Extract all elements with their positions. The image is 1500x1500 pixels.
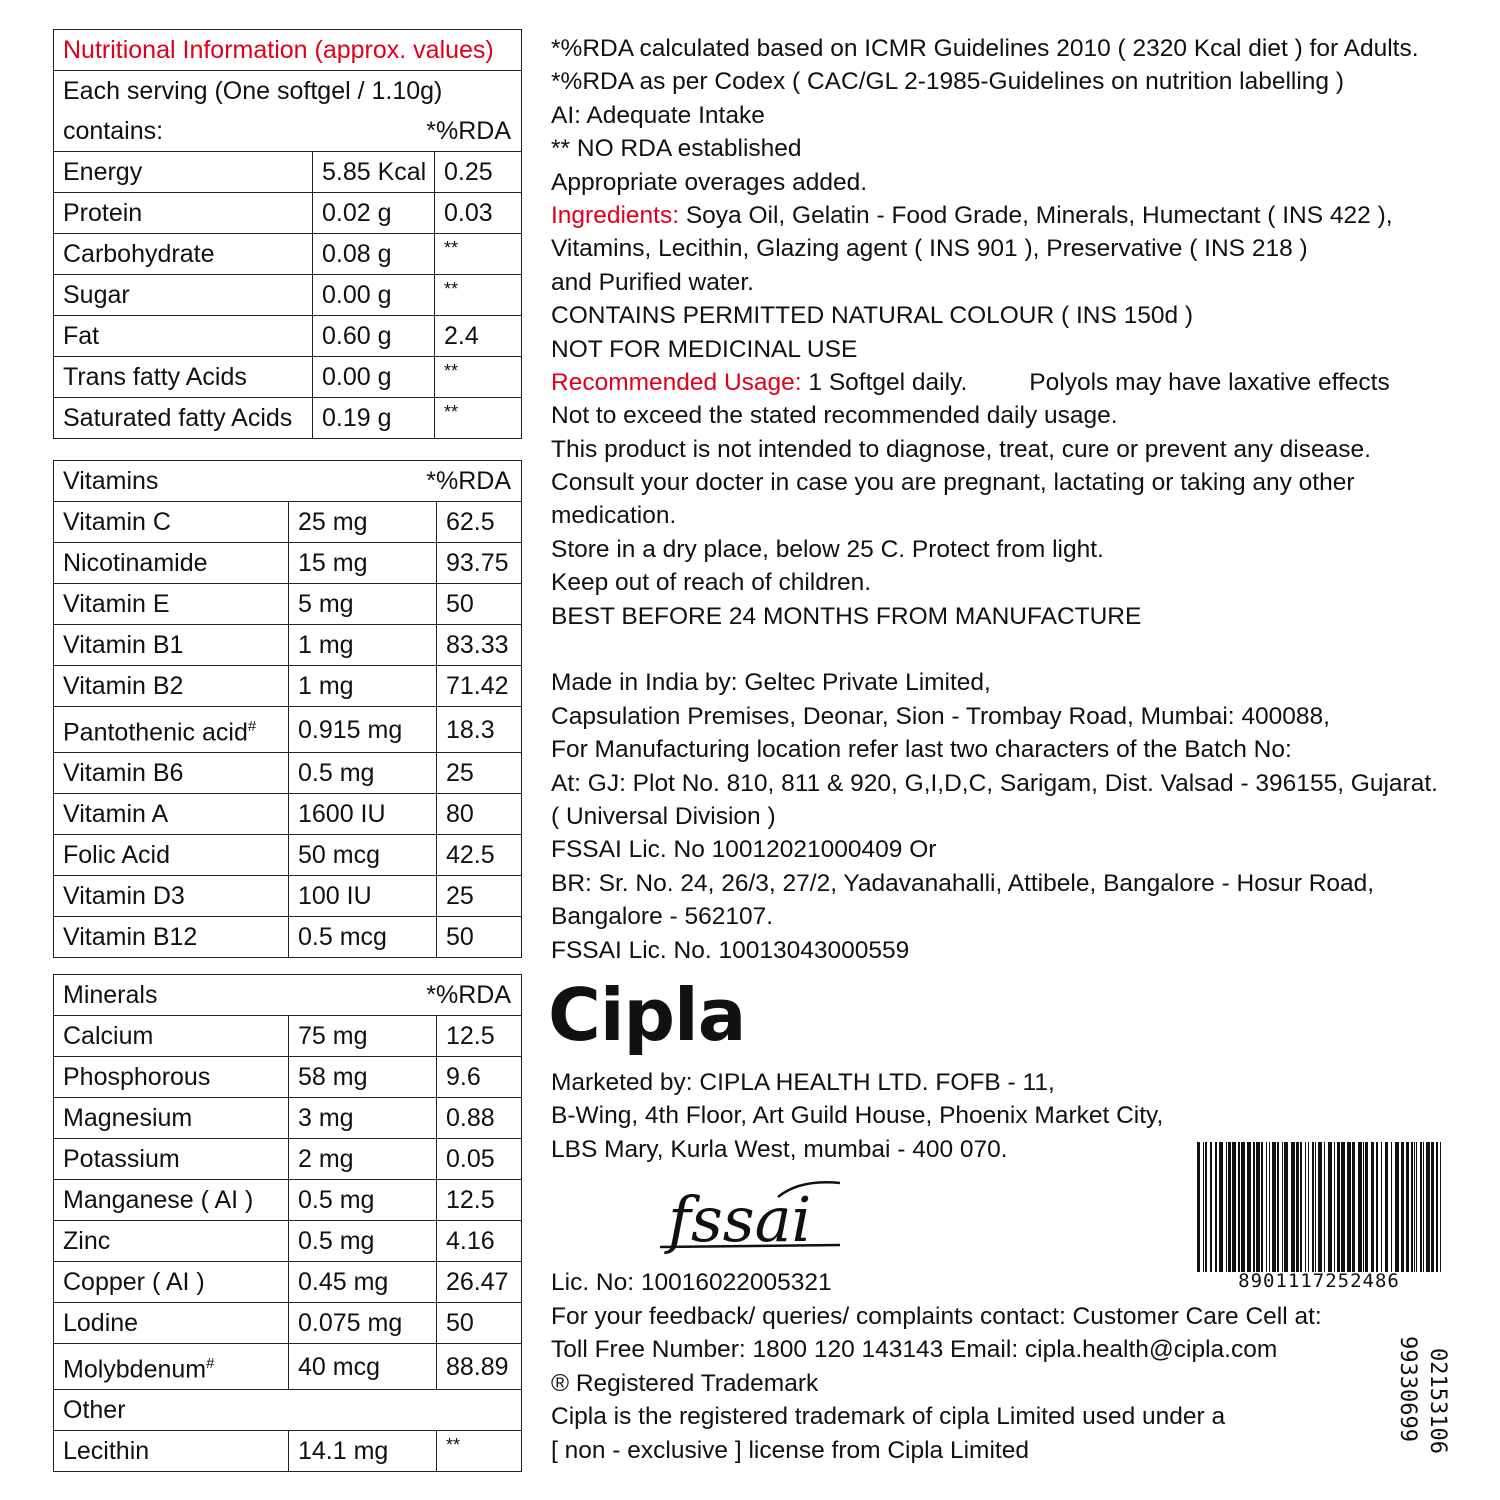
- barcode-bar: [1315, 1142, 1316, 1272]
- barcode-bar: [1312, 1142, 1314, 1272]
- nutrient-rda: 12.5: [437, 1016, 522, 1057]
- info-line: Consult your docter in case you are pregnant, lactating or taking any other: [551, 469, 1355, 497]
- table-row: [54, 917, 522, 958]
- nutrient-rda: 12.5: [437, 1180, 522, 1221]
- table-row: [54, 1303, 522, 1344]
- table-row: [54, 316, 522, 357]
- info-panel: [551, 32, 1481, 967]
- nutrient-amount: 0.08 g: [313, 234, 435, 275]
- manufacturer-line: For Manufacturing location refer last two characters of the Batch No:: [551, 736, 1292, 764]
- nutrient-name: Vitamin B12: [54, 917, 289, 958]
- manufacturer-line: FSSAI Lic. No 10012021000409 Or: [551, 836, 937, 864]
- barcode-bar: [1436, 1142, 1438, 1272]
- nutrient-name: Vitamin C: [54, 502, 289, 543]
- barcode-bar: [1363, 1142, 1364, 1272]
- table-row: [54, 1139, 522, 1180]
- nutrient-rda: 4.16: [437, 1221, 522, 1262]
- usage-label: Recommended Usage:: [551, 368, 802, 396]
- barcode-bar: [1401, 1142, 1404, 1272]
- barcode-bar: [1215, 1142, 1217, 1272]
- nutrient-rda: **: [435, 234, 522, 275]
- contact-block: [551, 1300, 1322, 1467]
- table-row: [54, 876, 522, 917]
- barcode-bar: [1205, 1142, 1207, 1272]
- barcode-bar: [1266, 1142, 1267, 1272]
- nutrient-name: Zinc: [54, 1221, 289, 1262]
- nutrient-rda: 50: [437, 1303, 522, 1344]
- manufacturer-line: BR: Sr. No. 24, 26/3, 27/2, Yadavanahalli, Attibele, Bangalore - Hosur Road,: [551, 869, 1375, 897]
- nutrient-amount: 3 mg: [289, 1098, 437, 1139]
- barcode-bar: [1381, 1142, 1382, 1272]
- table-row: [54, 707, 522, 753]
- table-row: [54, 584, 522, 625]
- nutrient-amount: 0.5 mg: [289, 753, 437, 794]
- barcode: [1195, 1142, 1443, 1272]
- nutrient-amount: 0.00 g: [313, 357, 435, 398]
- barcode-bar: [1291, 1142, 1295, 1272]
- nutrient-name: Sugar: [54, 275, 313, 316]
- barcode-bar: [1420, 1142, 1422, 1272]
- barcode-bar: [1352, 1142, 1355, 1272]
- nutrient-amount: 2 mg: [289, 1139, 437, 1180]
- minerals-header: [54, 975, 522, 1016]
- table-row: [54, 1016, 522, 1057]
- barcode-bar: [1371, 1142, 1374, 1272]
- barcode-bar: [1440, 1142, 1441, 1272]
- barcode-bar: [1365, 1142, 1368, 1272]
- nutrient-amount: 5.85 Kcal: [313, 152, 435, 193]
- barcode-bar: [1426, 1142, 1430, 1272]
- contact-line: For your feedback/ queries/ complaints contact: Customer Care Cell at:: [551, 1303, 1322, 1330]
- nutrient-name: Vitamin B2: [54, 666, 289, 707]
- barcode-bar: [1272, 1142, 1276, 1272]
- barcode-bar: [1261, 1142, 1263, 1272]
- nutrient-rda: 62.5: [437, 502, 522, 543]
- nutrient-rda: 93.75: [437, 543, 522, 584]
- nutrient-name: Saturated fatty Acids: [54, 398, 313, 439]
- rda-header: *%RDA: [426, 981, 512, 1009]
- nutrient-name: Trans fatty Acids: [54, 357, 313, 398]
- contact-line: [ non - exclusive ] license from Cipla Limited: [551, 1436, 1029, 1464]
- nutrient-amount: 0.5 mg: [289, 1221, 437, 1262]
- vertical-code-2: 02153106: [1425, 1348, 1450, 1454]
- table-row: [54, 835, 522, 876]
- nutrient-name: Fat: [54, 316, 313, 357]
- nutrient-name: Vitamin E: [54, 584, 289, 625]
- barcode-bar: [1253, 1142, 1255, 1272]
- usage-line: [551, 366, 1481, 399]
- nutrient-name: Copper ( AI ): [54, 1262, 289, 1303]
- info-line: BEST BEFORE 24 MONTHS FROM MANUFACTURE: [551, 602, 1142, 630]
- nutrient-amount: 0.45 mg: [289, 1262, 437, 1303]
- nutrient-name: Folic Acid: [54, 835, 289, 876]
- barcode-bar: [1305, 1142, 1306, 1272]
- minerals-title: Minerals: [63, 981, 158, 1009]
- table-row: [54, 1262, 522, 1303]
- vitamins-table: [53, 460, 522, 958]
- barcode-bar: [1284, 1142, 1288, 1272]
- nutrient-rda: **: [435, 398, 522, 439]
- other-label: Other: [54, 1390, 522, 1431]
- contact-line: Toll Free Number: 1800 120 143143 Email: cipla.health@cipla.com: [551, 1336, 1278, 1364]
- table-row: [54, 666, 522, 707]
- vitamins-header: [54, 461, 522, 502]
- barcode-bar: [1347, 1142, 1351, 1272]
- nutrient-amount: 1 mg: [289, 625, 437, 666]
- info-line: Appropriate overages added.: [551, 168, 867, 196]
- nutrient-amount: 15 mg: [289, 543, 437, 584]
- info-line: This product is not intended to diagnose, treat, cure or prevent any disease.: [551, 435, 1371, 463]
- nutrient-rda: 0.88: [437, 1098, 522, 1139]
- barcode-bar: [1431, 1142, 1434, 1272]
- nutrient-name: Carbohydrate: [54, 234, 313, 275]
- nutrient-amount: 40 mcg: [289, 1344, 437, 1390]
- info-line: and Purified water.: [551, 268, 754, 296]
- manufacturer-line: At: GJ: Plot No. 810, 811 & 920, G,I,D,C, Sarigam, Dist. Valsad - 396155, Gujarat.: [551, 769, 1438, 797]
- barcode-bar: [1414, 1142, 1415, 1272]
- info-line: medication.: [551, 502, 677, 530]
- nutrient-rda: 18.3: [437, 707, 522, 753]
- nutrient-amount: 0.915 mg: [289, 707, 437, 753]
- nutrient-rda: **: [437, 1431, 522, 1472]
- table-row: [54, 1344, 522, 1390]
- barcode-bar: [1210, 1142, 1212, 1272]
- nutrient-rda: 83.33: [437, 625, 522, 666]
- barcode-bar: [1391, 1142, 1392, 1272]
- barcode-bar: [1318, 1142, 1322, 1272]
- marketed-line: LBS Mary, Kurla West, mumbai - 400 070.: [551, 1135, 1008, 1163]
- nutrient-amount: 14.1 mg: [289, 1431, 437, 1472]
- barcode-bar: [1226, 1142, 1227, 1272]
- license-line: Lic. No: 10016022005321: [551, 1269, 832, 1296]
- barcode-bar: [1219, 1142, 1223, 1272]
- nutrient-amount: 0.5 mcg: [289, 917, 437, 958]
- barcode-bar: [1232, 1142, 1236, 1272]
- nutrient-amount: 25 mg: [289, 502, 437, 543]
- nutrient-name: Vitamin D3: [54, 876, 289, 917]
- nutrient-name: Phosphorous: [54, 1057, 289, 1098]
- table-row: [54, 543, 522, 584]
- barcode-bar: [1308, 1142, 1309, 1272]
- nutrient-rda: **: [435, 275, 522, 316]
- rda-header: *%RDA: [426, 467, 512, 495]
- contact-line: ® Registered Trademark: [551, 1369, 819, 1397]
- barcode-bar: [1411, 1142, 1413, 1272]
- nutrient-amount: 1 mg: [289, 666, 437, 707]
- info-line: AI: Adequate Intake: [551, 101, 765, 129]
- nutrient-name: Molybdenum#: [54, 1344, 289, 1390]
- barcode-bar: [1238, 1142, 1240, 1272]
- serving-size: Each serving (One softgel / 1.10g): [54, 71, 522, 112]
- barcode-bar: [1341, 1142, 1345, 1272]
- nutrient-rda: 80: [437, 794, 522, 835]
- barcode-bar: [1328, 1142, 1332, 1272]
- table-row: [54, 152, 522, 193]
- barcode-bar: [1197, 1142, 1200, 1272]
- table-row: [54, 502, 522, 543]
- table-row: [54, 625, 522, 666]
- minerals-table: [53, 974, 522, 1472]
- rda-header: *%RDA: [426, 117, 512, 145]
- barcode-bar: [1228, 1142, 1231, 1272]
- nutrient-rda: 88.89: [437, 1344, 522, 1390]
- ingredients-text: Soya Oil, Gelatin - Food Grade, Minerals, Humectant ( INS 422 ),: [679, 201, 1393, 229]
- barcode-bar: [1358, 1142, 1362, 1272]
- info-line: Keep out of reach of children.: [551, 569, 872, 597]
- nutrient-amount: 1600 IU: [289, 794, 437, 835]
- barcode-bar: [1406, 1142, 1409, 1272]
- nutrient-name: Protein: [54, 193, 313, 234]
- barcode-bar: [1334, 1142, 1335, 1272]
- barcode-bar: [1423, 1142, 1424, 1272]
- nutrient-amount: 0.60 g: [313, 316, 435, 357]
- nutrient-amount: 50 mcg: [289, 835, 437, 876]
- nutrient-name: Potassium: [54, 1139, 289, 1180]
- nutrient-amount: 0.02 g: [313, 193, 435, 234]
- manufacturer-line: Capsulation Premises, Deonar, Sion - Trombay Road, Mumbai: 400088,: [551, 702, 1330, 730]
- marketed-line: Marketed by: CIPLA HEALTH LTD. FOFB - 11,: [551, 1069, 1055, 1096]
- info-line: CONTAINS PERMITTED NATURAL COLOUR ( INS 150d ): [551, 302, 1194, 330]
- barcode-bar: [1416, 1142, 1417, 1272]
- info-line: Vitamins, Lecithin, Glazing agent ( INS 901 ), Preservative ( INS 218 ): [551, 235, 1308, 263]
- table-row: [54, 1390, 522, 1431]
- table-row: [54, 1180, 522, 1221]
- nutrient-amount: 0.075 mg: [289, 1303, 437, 1344]
- nutrient-name: Calcium: [54, 1016, 289, 1057]
- table-row: [54, 1431, 522, 1472]
- vertical-code-1: 99330699: [1395, 1336, 1420, 1442]
- barcode-bar: [1241, 1142, 1245, 1272]
- nutrient-rda: 9.6: [437, 1057, 522, 1098]
- ingredients-label: Ingredients:: [551, 201, 680, 229]
- nutrient-name: Lecithin: [54, 1431, 289, 1472]
- nutrient-name: Vitamin B6: [54, 753, 289, 794]
- barcode-bar: [1376, 1142, 1378, 1272]
- table-row: [54, 357, 522, 398]
- table-row: [54, 794, 522, 835]
- nutrient-rda: 25: [437, 753, 522, 794]
- info-line: Not to exceed the stated recommended daily usage.: [551, 402, 1118, 430]
- fssai-logo: [650, 1175, 850, 1260]
- nutrient-rda: 42.5: [437, 835, 522, 876]
- barcode-bar: [1247, 1142, 1251, 1272]
- nutrient-name: Magnesium: [54, 1098, 289, 1139]
- barcode-bar: [1300, 1142, 1302, 1272]
- nutrient-amount: 0.19 g: [313, 398, 435, 439]
- table-row: [54, 234, 522, 275]
- nutrient-amount: 100 IU: [289, 876, 437, 917]
- cipla-logo: Cipla: [548, 973, 746, 1057]
- manufacturer-line: Bangalore - 562107.: [551, 903, 774, 931]
- nutrient-amount: 5 mg: [289, 584, 437, 625]
- nutrient-amount: 0.5 mg: [289, 1180, 437, 1221]
- info-line: *%RDA calculated based on ICMR Guidelines 2010 ( 2320 Kcal diet ) for Adults.: [551, 35, 1419, 62]
- nutrient-rda: 25: [437, 876, 522, 917]
- nutrition-table: [53, 29, 522, 439]
- nutrient-name: Pantothenic acid#: [54, 707, 289, 753]
- contact-line: Cipla is the registered trademark of cipla Limited used under a: [551, 1403, 1226, 1431]
- table-row: [54, 1057, 522, 1098]
- barcode-bar: [1296, 1142, 1299, 1272]
- table-row: [54, 1221, 522, 1262]
- nutrient-rda: 2.4: [435, 316, 522, 357]
- info-line: Store in a dry place, below 25 C. Protect from light.: [551, 535, 1104, 563]
- nutrient-rda: 71.42: [437, 666, 522, 707]
- nutrient-rda: 26.47: [437, 1262, 522, 1303]
- nutrient-amount: 75 mg: [289, 1016, 437, 1057]
- nutrient-rda: 50: [437, 584, 522, 625]
- barcode-bar: [1324, 1142, 1325, 1272]
- nutrient-name: Energy: [54, 152, 313, 193]
- fssai-logo-text: fssai: [668, 1183, 812, 1256]
- barcode-number: 8901117252486: [1238, 1270, 1400, 1292]
- nutrient-rda: 0.03: [435, 193, 522, 234]
- nutrient-rda: 0.05: [437, 1139, 522, 1180]
- serving-contains: [54, 111, 522, 152]
- nutrient-name: Nicotinamide: [54, 543, 289, 584]
- manufacturer-line: ( Universal Division ): [551, 802, 776, 830]
- nutrient-name: Manganese ( AI ): [54, 1180, 289, 1221]
- usage-text: 1 Softgel daily.: [801, 368, 968, 396]
- barcode-bar: [1282, 1142, 1283, 1272]
- usage-warning: Polyols may have laxative effects: [1029, 368, 1390, 396]
- contains-label: contains:: [63, 117, 164, 145]
- table-row: [54, 1098, 522, 1139]
- manufacturer-line: FSSAI Lic. No. 10013043000559: [551, 936, 910, 964]
- nutrient-name: Vitamin A: [54, 794, 289, 835]
- nutrient-amount: 0.00 g: [313, 275, 435, 316]
- info-line: ** NO RDA established: [551, 135, 802, 163]
- barcode-bar: [1385, 1142, 1388, 1272]
- info-line: NOT FOR MEDICINAL USE: [551, 335, 858, 363]
- nutrition-title: Nutritional Information (approx. values): [54, 30, 522, 71]
- marketed-line: B-Wing, 4th Floor, Art Guild House, Phoenix Market City,: [551, 1102, 1164, 1130]
- nutrient-rda: **: [435, 357, 522, 398]
- ingredients-line: [551, 199, 1481, 232]
- nutrient-name: Lodine: [54, 1303, 289, 1344]
- nutrient-rda: 0.25: [435, 152, 522, 193]
- nutrient-rda: 50: [437, 917, 522, 958]
- nutrient-amount: 58 mg: [289, 1057, 437, 1098]
- vitamins-title: Vitamins: [63, 467, 159, 495]
- table-row: [54, 753, 522, 794]
- barcode-bar: [1395, 1142, 1399, 1272]
- table-row: [54, 193, 522, 234]
- marketed-by: [551, 1066, 1163, 1166]
- info-line: *%RDA as per Codex ( CAC/GL 2-1985-Guidelines on nutrition labelling ): [551, 68, 1345, 96]
- manufacturer-line: Made in India by: Geltec Private Limited,: [551, 669, 991, 697]
- table-row: [54, 398, 522, 439]
- barcode-bar: [1203, 1142, 1204, 1272]
- table-row: [54, 275, 522, 316]
- barcode-bar: [1337, 1142, 1340, 1272]
- barcode-bar: [1256, 1142, 1260, 1272]
- barcode-bar: [1277, 1142, 1279, 1272]
- nutrient-name: Vitamin B1: [54, 625, 289, 666]
- barcode-bar: [1269, 1142, 1270, 1272]
